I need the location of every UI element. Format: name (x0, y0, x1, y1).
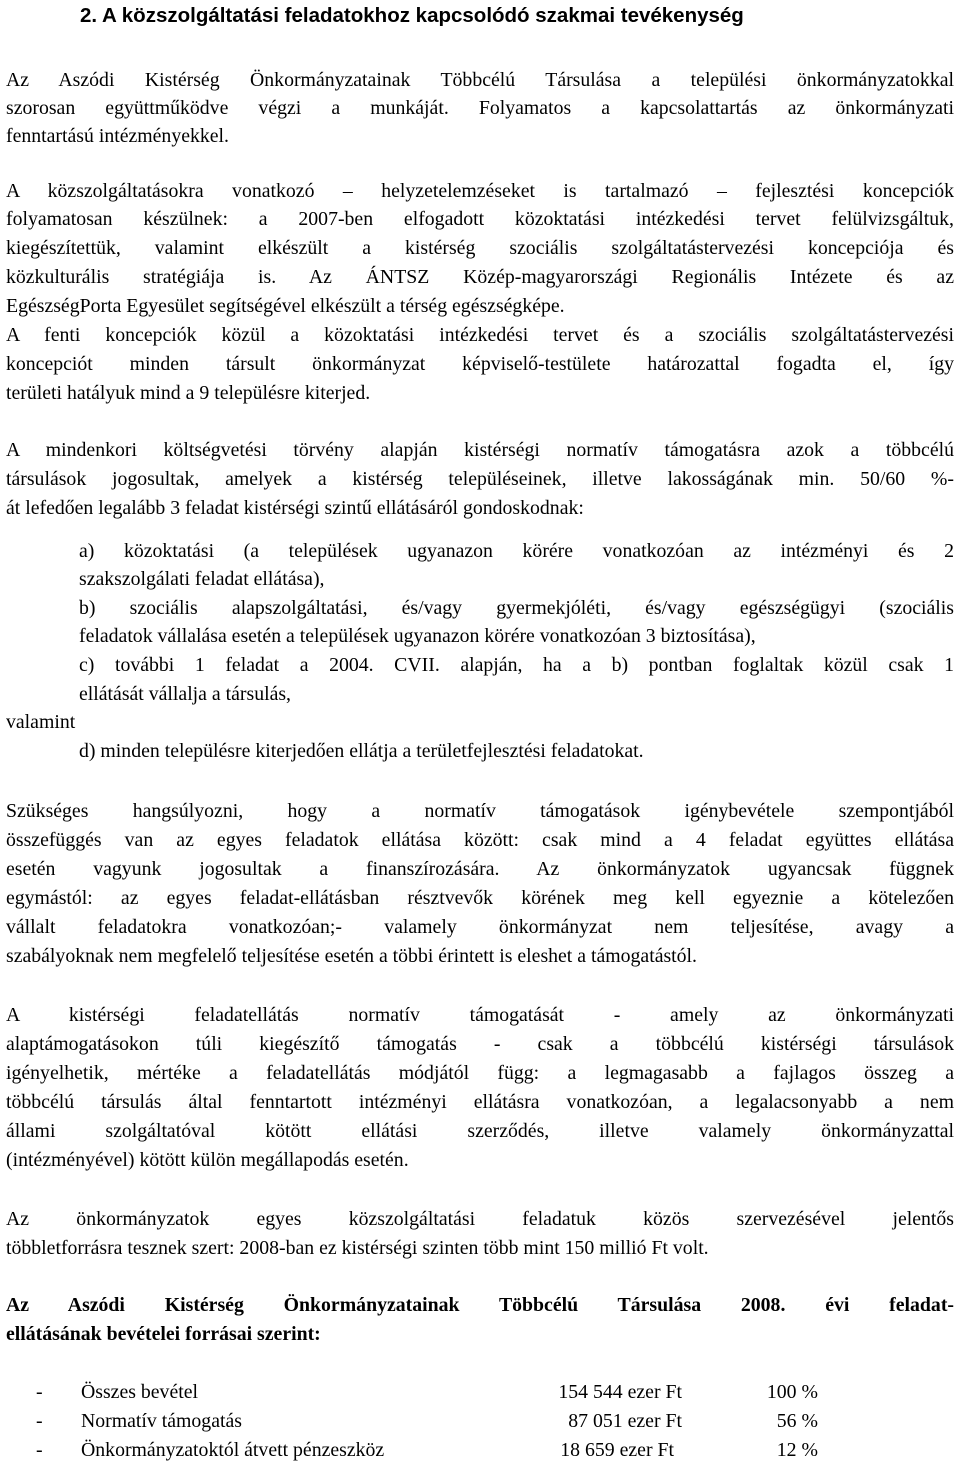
para3-line: koncepciót minden társult önkormányzat képviselő-testülete határozattal fogadta el, így (6, 353, 954, 375)
para4-line: át lefedően legalább 3 feladat kistérségi szintű ellátásáról gondoskodnak: (6, 497, 584, 519)
section-heading: 2. A közszolgáltatási feladatokhoz kapcsolódó szakmai tevékenység (80, 4, 744, 27)
para6-line: állami szolgáltatóval kötött ellátási szerződés, illetve valamely önkormányzattal (6, 1120, 954, 1142)
row-label: Normatív támogatás (81, 1410, 242, 1432)
para5-line: egymástól: az egyes feladat-ellátásban résztvevők körének meg kell egyeznie a kötelezően (6, 887, 954, 909)
para2-line: közkulturális stratégiája is. Az ÁNTSZ Közép-magyarországi Regionális Intézete és az (6, 266, 954, 288)
para4-line: társulások jogosultak, amelyek a kistérség településeinek, illetve lakosságának min. 50/60 %- (6, 468, 954, 490)
row-percent: 100 % (766, 1381, 818, 1403)
row-percent: 12 % (776, 1439, 818, 1461)
para6-line: igényelhetik, mértéke a feladatellátás módjától függ: a legmagasabb a fajlagos összeg a (6, 1062, 954, 1084)
list-item-c-cont: ellátását vállalja a társulás, (79, 683, 292, 705)
revenue-heading-line: ellátásának bevételei forrásai szerint: (6, 1323, 321, 1345)
row-dash: - (36, 1410, 43, 1432)
row-label: Összes bevétel (81, 1381, 198, 1403)
para2-line: kiegészítettük, valamint elkészült a kistérség szociális szolgáltatástervezési koncepciója és (6, 237, 954, 259)
list-item-a-cont: szakszolgálati feladat ellátása), (79, 568, 325, 590)
para2-line: A közszolgáltatásokra vonatkozó – helyzetelemzéseket is tartalmazó – fejlesztési koncepciók (6, 180, 954, 202)
list-item-b: b) szociális alapszolgáltatási, és/vagy gyermekjóléti, és/vagy egészségügyi (szociális (79, 597, 954, 619)
para6-line: A kistérségi feladatellátás normatív támogatását - amely az önkormányzati (6, 1004, 954, 1026)
para1-line: Az Aszódi Kistérség Önkormányzatainak Többcélú Társulása a települési önkormányzatokkal (6, 69, 954, 91)
para5-line: szabályoknak nem megfelelő teljesítése esetén a többi érintett is eleshet a támogatástól. (6, 945, 698, 967)
revenue-row (0, 1378, 960, 1406)
row-amount: 154 544 ezer Ft (558, 1381, 682, 1403)
para7-line: többletforrásra tesznek szert: 2008-ban ez kistérségi szinten több mint 150 millió Ft volt. (6, 1237, 709, 1259)
revenue-heading-line: Az Aszódi Kistérség Önkormányzatainak Többcélú Társulása 2008. évi feladat- (6, 1294, 954, 1316)
para3-line: területi hatályuk mind a 9 településre kiterjed. (6, 382, 371, 404)
para5-line: Szükséges hangsúlyozni, hogy a normatív támogatások igénybevétele szempontjából (6, 800, 954, 822)
para6-line: alaptámogatásokon túli kiegészítő támogatás - csak a többcélú kistérségi társulások (6, 1033, 954, 1055)
para5-line: esetén vagyunk jogosultak a finanszírozására. Az önkormányzatok ugyancsak függnek (6, 858, 954, 880)
row-percent: 56 % (776, 1410, 818, 1432)
para2-line: folyamatosan készülnek: a 2007-ben elfogadott közoktatási intézkedési tervet felülvizsgáltuk, (6, 208, 954, 230)
para2-line: EgészségPorta Egyesület segítségével elkészült a térség egészségképe. (6, 295, 565, 317)
row-dash: - (36, 1439, 43, 1461)
para3-line: A fenti koncepciók közül a közoktatási intézkedési tervet és a szociális szolgáltatástervezési (6, 324, 954, 346)
valamint-text: valamint (6, 711, 76, 733)
para4-line: A mindenkori költségvetési törvény alapján kistérségi normatív támogatásra azok a többcélú (6, 439, 954, 461)
revenue-row (0, 1407, 960, 1435)
row-amount: 18 659 ezer Ft (560, 1439, 674, 1461)
para5-line: összefüggés van az egyes feladatok ellátása között: csak mind a 4 feladat együttes ellátása (6, 829, 954, 851)
row-amount: 87 051 ezer Ft (568, 1410, 682, 1432)
para6-line: (intézményével) kötött külön megállapodás esetén. (6, 1149, 409, 1171)
revenue-row (0, 1436, 960, 1464)
para7-line: Az önkormányzatok egyes közszolgáltatási feladatuk közös szervezésével jelentős (6, 1208, 954, 1230)
list-item-c: c) további 1 feladat a 2004. CVII. alapján, ha a b) pontban foglaltak közül csak 1 (79, 654, 954, 676)
para1-line: fenntartású intézményekkel. (6, 125, 229, 147)
list-item-b-cont: feladatok vállalása esetén a települések ugyanazon körére vonatkozóan 3 biztosítása), (79, 625, 756, 647)
row-label: Önkormányzatoktól átvett pénzeszköz (81, 1439, 385, 1461)
para1-line: szorosan együttműködve végzi a munkáját. Folyamatos a kapcsolattartás az önkormányzati (6, 97, 954, 119)
para6-line: többcélú társulás által fenntartott intézményi ellátásra vonatkozóan, a legalacsonyabb a nem (6, 1091, 954, 1113)
row-dash: - (36, 1381, 43, 1403)
list-item-a: a) közoktatási (a települések ugyanazon körére vonatkozóan az intézményi és 2 (79, 540, 954, 562)
list-item-d: d) minden településre kiterjedően ellátja a területfejlesztési feladatokat. (79, 740, 644, 762)
para5-line: vállalt feladatokra vonatkozóan;- valamely önkormányzat nem teljesítése, avagy a (6, 916, 954, 938)
